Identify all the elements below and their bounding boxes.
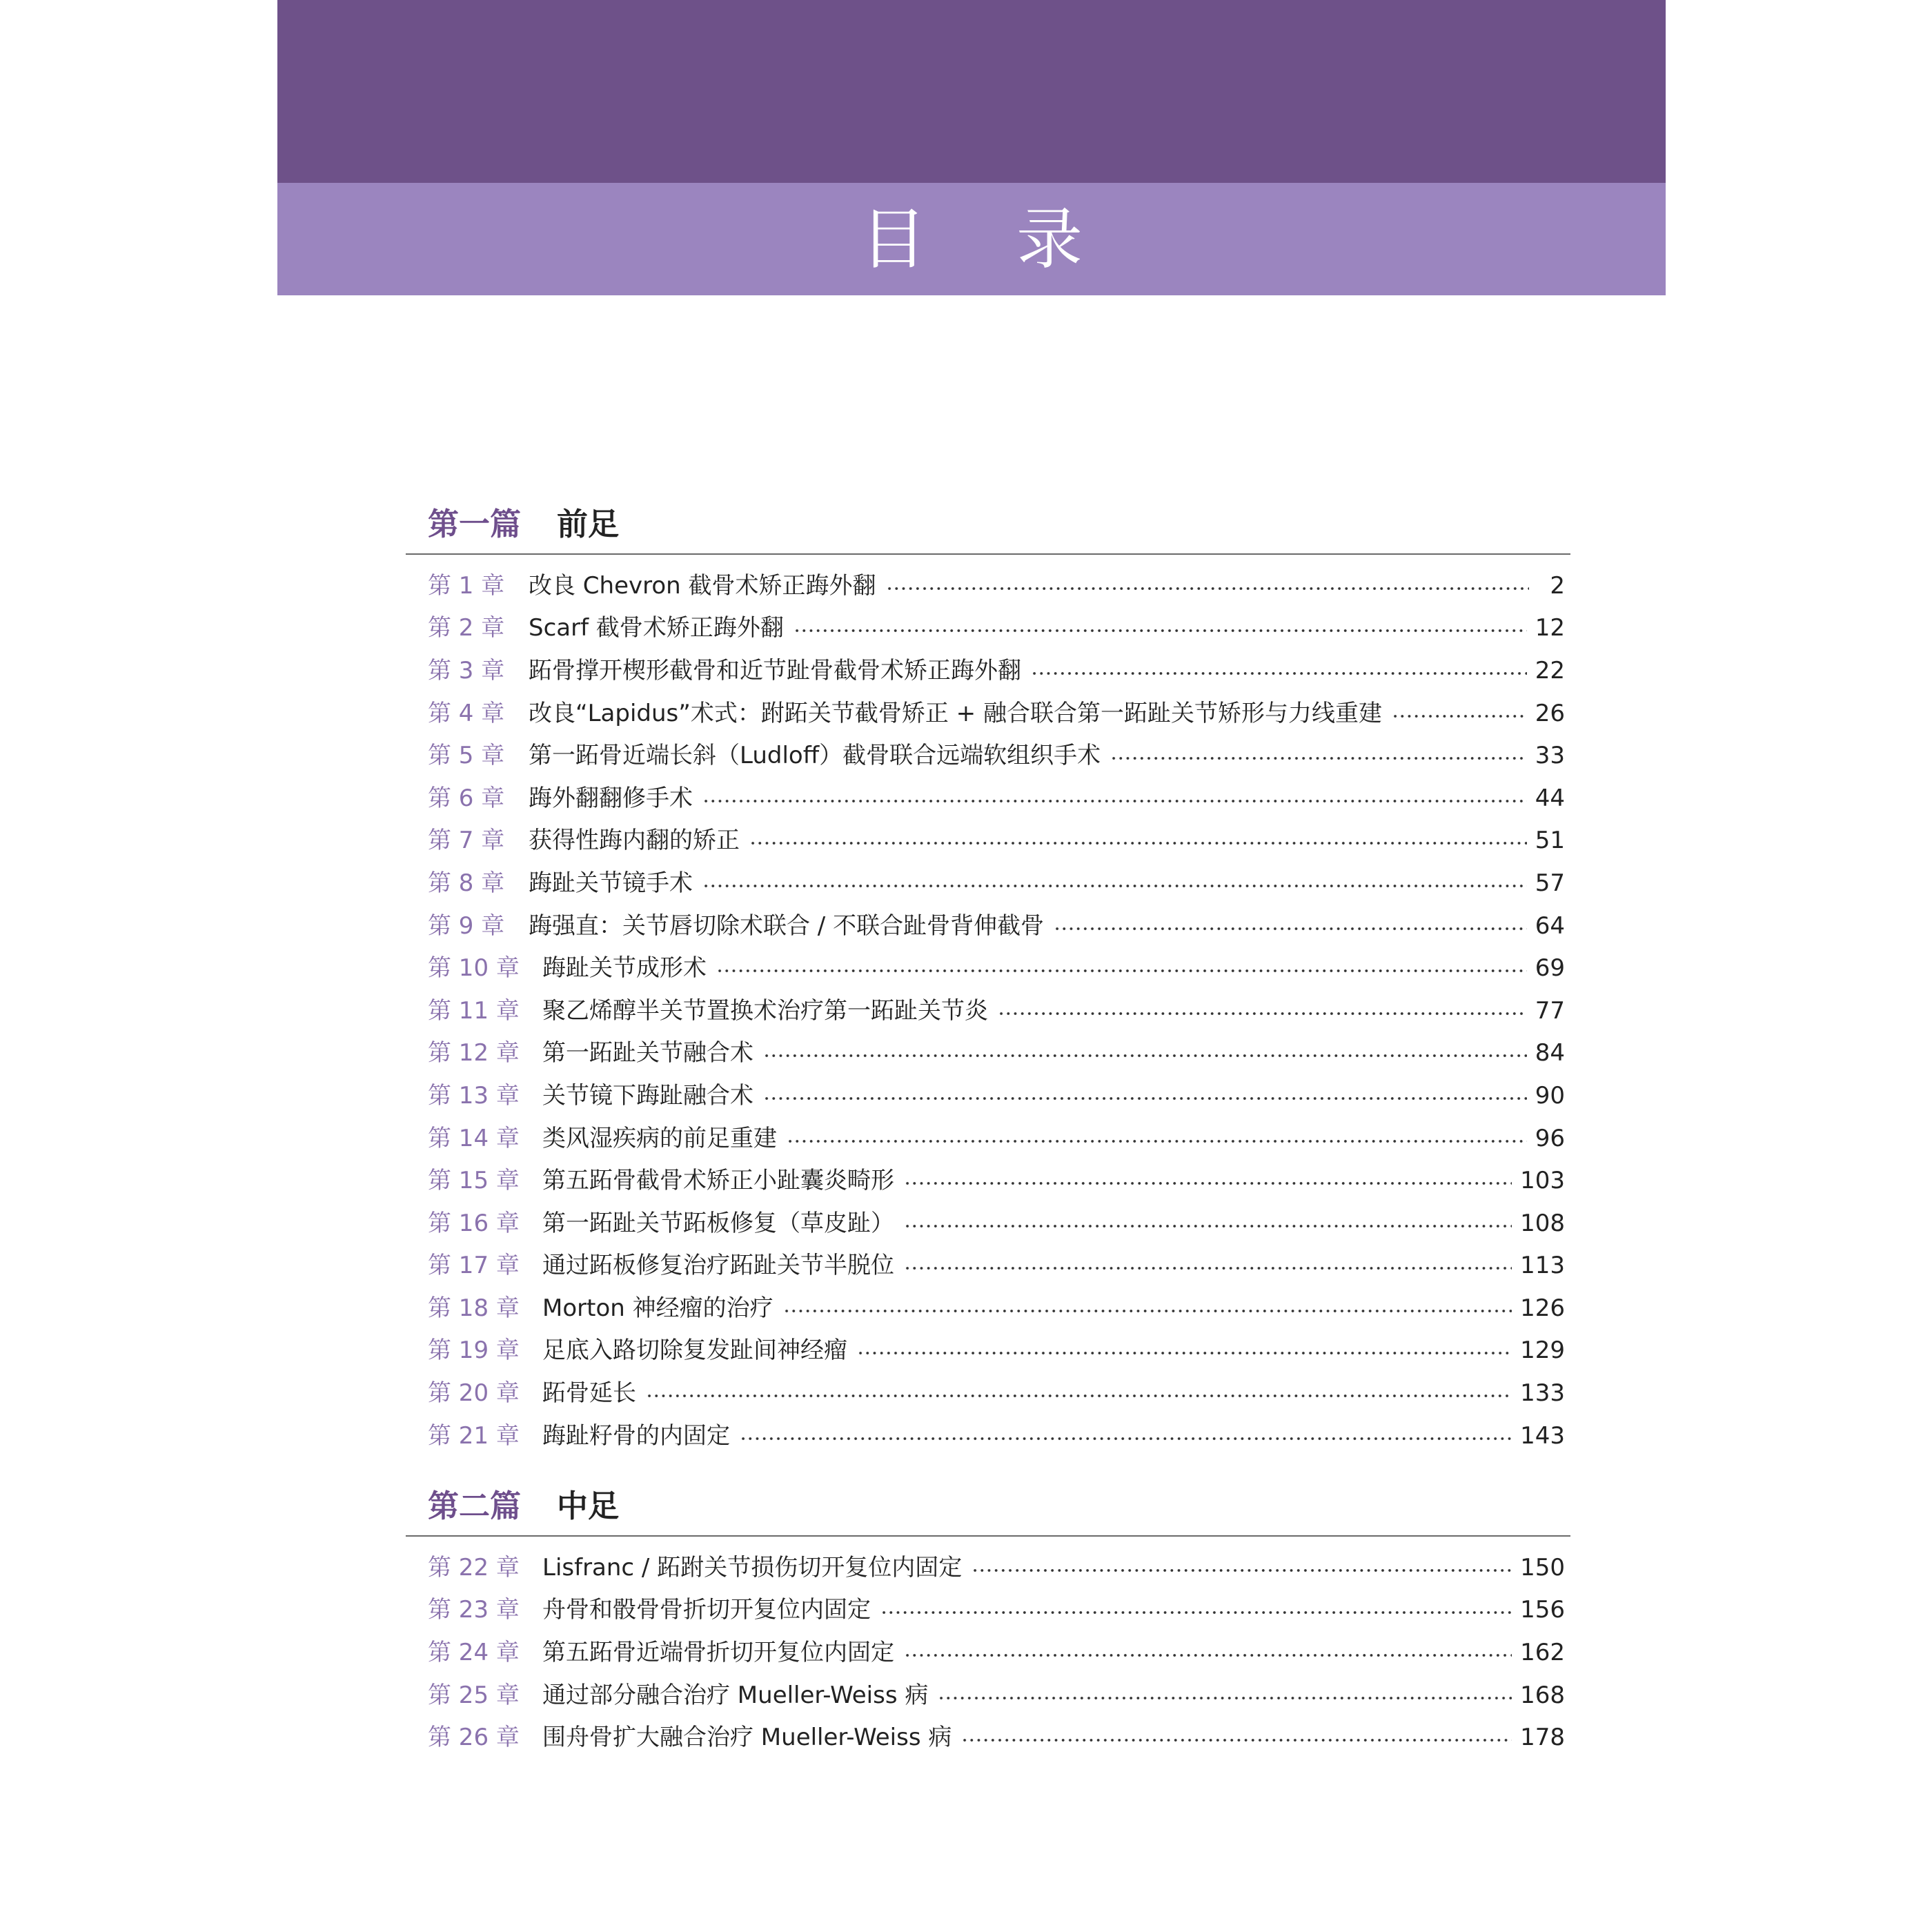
chapter-title: 聚乙烯醇半关节置换术治疗第一跖趾关节炎 [542, 996, 988, 1025]
toc-entry[interactable] [406, 564, 1570, 607]
chapter-number: 第 11 章 [428, 996, 520, 1025]
chapter-title: 第五跖骨近端骨折切开复位内固定 [542, 1638, 894, 1666]
chapter-number: 第 7 章 [428, 827, 505, 855]
page-number: 26 [1535, 699, 1565, 727]
chapter-title: 踇趾关节成形术 [542, 954, 707, 983]
toc-entry[interactable] [406, 1330, 1570, 1372]
chapter-title: 改良 Chevron 截骨术矫正踇外翻 [529, 571, 876, 600]
toc-entry[interactable] [406, 607, 1570, 650]
page-number: 113 [1520, 1252, 1565, 1280]
page-title-char-2: 录 [1016, 200, 1083, 278]
chapter-number: 第 6 章 [428, 784, 505, 812]
chapter-title: 跖骨延长 [542, 1379, 636, 1408]
chapter-title: 第一跖趾关节跖板修复（草皮趾） [542, 1209, 894, 1237]
page-number: 44 [1535, 784, 1565, 812]
chapter-title: 第一跖骨近端长斜（Ludloff）截骨联合远端软组织手术 [529, 742, 1101, 770]
toc-entry[interactable] [406, 1674, 1570, 1717]
chapter-title: Scarf 截骨术矫正踇外翻 [529, 614, 784, 642]
page-number: 129 [1520, 1337, 1565, 1365]
chapter-title: 围舟骨扩大融合治疗 Mueller-Weiss 病 [542, 1724, 952, 1752]
toc-entry[interactable] [406, 1414, 1570, 1457]
chapter-title: Morton 神经瘤的治疗 [542, 1294, 773, 1322]
chapter-number: 第 20 章 [428, 1379, 520, 1408]
page-number: 84 [1535, 1039, 1565, 1067]
toc-entry[interactable] [406, 1245, 1570, 1288]
page-title-char-1: 目 [860, 200, 927, 278]
chapter-number: 第 19 章 [428, 1337, 520, 1365]
toc-entry[interactable] [406, 1716, 1570, 1759]
chapter-number: 第 9 章 [428, 911, 505, 940]
toc-entry[interactable] [406, 777, 1570, 820]
dot-leader [646, 1394, 1512, 1398]
chapter-title: 踇趾关节镜手术 [529, 869, 693, 897]
dot-leader [702, 799, 1527, 803]
chapter-title: 踇趾籽骨的内固定 [542, 1421, 730, 1450]
page-number: 150 [1520, 1553, 1565, 1581]
chapter-number: 第 14 章 [428, 1124, 520, 1152]
chapter-title: 第五跖骨截骨术矫正小趾囊炎畸形 [542, 1167, 894, 1195]
page-number: 178 [1520, 1724, 1565, 1752]
page-number: 168 [1520, 1681, 1565, 1709]
chapter-number: 第 1 章 [428, 571, 505, 600]
chapter-number: 第 23 章 [428, 1596, 520, 1624]
page-number: 22 [1535, 656, 1565, 684]
part-section-forefoot [406, 495, 1570, 1457]
toc-entry[interactable] [406, 1117, 1570, 1160]
page-number: 12 [1535, 614, 1565, 642]
chapter-title: 第一跖趾关节融合术 [542, 1039, 753, 1067]
chapter-list [406, 564, 1570, 1457]
header-banner-title [277, 183, 1666, 295]
page-number: 64 [1535, 911, 1565, 940]
chapter-title: 跖骨撑开楔形截骨和近节趾骨截骨术矫正踇外翻 [529, 656, 1021, 684]
dot-leader [1031, 671, 1527, 676]
dot-leader [972, 1568, 1512, 1573]
chapter-number: 第 3 章 [428, 656, 505, 684]
part-title: 中足 [557, 1488, 620, 1524]
toc-entry[interactable] [406, 905, 1570, 947]
chapter-number: 第 8 章 [428, 869, 505, 897]
part-heading [406, 495, 1570, 555]
toc-entry[interactable] [406, 947, 1570, 989]
dot-leader [1054, 927, 1527, 931]
toc-entry[interactable] [406, 1589, 1570, 1632]
dot-leader [763, 1054, 1527, 1058]
chapter-number: 第 17 章 [428, 1252, 520, 1280]
toc-page [277, 0, 1666, 1932]
dot-leader [716, 969, 1527, 973]
dot-leader [793, 629, 1527, 633]
dot-leader [904, 1266, 1512, 1270]
chapter-number: 第 12 章 [428, 1039, 520, 1067]
toc-entry[interactable] [406, 734, 1570, 777]
dot-leader [904, 1224, 1512, 1228]
page-number: 162 [1520, 1638, 1565, 1666]
chapter-title: Lisfranc / 跖跗关节损伤切开复位内固定 [542, 1553, 963, 1581]
toc-entry[interactable] [406, 820, 1570, 862]
chapter-title: 足底入路切除复发趾间神经瘤 [542, 1337, 847, 1365]
chapter-title: 类风湿疾病的前足重建 [542, 1124, 777, 1152]
chapter-title: 关节镜下踇趾融合术 [542, 1081, 753, 1110]
dot-leader [783, 1309, 1512, 1313]
toc-entry[interactable] [406, 692, 1570, 735]
toc-entry[interactable] [406, 1032, 1570, 1075]
toc-entry[interactable] [406, 862, 1570, 905]
dot-leader [938, 1696, 1512, 1700]
chapter-title: 通过部分融合治疗 Mueller-Weiss 病 [542, 1681, 929, 1709]
chapter-number: 第 22 章 [428, 1553, 520, 1581]
chapter-number: 第 24 章 [428, 1638, 520, 1666]
toc-entry[interactable] [406, 1287, 1570, 1330]
dot-leader [857, 1351, 1512, 1355]
part-number: 第二篇 [428, 1488, 522, 1524]
toc-entry[interactable] [406, 1372, 1570, 1414]
toc-entry[interactable] [406, 1074, 1570, 1117]
chapter-number: 第 21 章 [428, 1421, 520, 1450]
toc-entry[interactable] [406, 1202, 1570, 1245]
chapter-number: 第 18 章 [428, 1294, 520, 1322]
toc-entry[interactable] [406, 1546, 1570, 1589]
toc-entry[interactable] [406, 649, 1570, 692]
dot-leader [880, 1610, 1512, 1615]
part-section-midfoot [406, 1477, 1570, 1759]
chapter-number: 第 25 章 [428, 1681, 520, 1709]
chapter-title: 踇强直：关节唇切除术联合 / 不联合趾骨背伸截骨 [529, 911, 1045, 940]
toc-entry[interactable] [406, 989, 1570, 1032]
chapter-number: 第 16 章 [428, 1209, 520, 1237]
part-title: 前足 [557, 506, 620, 542]
page-number: 133 [1520, 1379, 1565, 1408]
chapter-title: 舟骨和骰骨骨折切开复位内固定 [542, 1596, 871, 1624]
dot-leader [1110, 756, 1527, 760]
chapter-title: 获得性踇内翻的矫正 [529, 827, 740, 855]
header-banner-dark [277, 0, 1666, 183]
page-number: 156 [1520, 1596, 1565, 1624]
chapter-title: 改良“Lapidus”术式：跗跖关节截骨矫正 + 融合联合第一跖趾关节矫形与力线重建 [529, 699, 1382, 727]
dot-leader [904, 1653, 1512, 1657]
chapter-number: 第 10 章 [428, 954, 520, 983]
part-heading [406, 1477, 1570, 1537]
dot-leader [904, 1181, 1512, 1185]
dot-leader [1392, 714, 1527, 718]
dot-leader [749, 841, 1527, 845]
chapter-number: 第 15 章 [428, 1167, 520, 1195]
chapter-number: 第 2 章 [428, 614, 505, 642]
page-number: 90 [1535, 1081, 1565, 1110]
page-number: 33 [1535, 742, 1565, 770]
page-number: 2 [1550, 571, 1565, 600]
chapter-title: 踇外翻翻修手术 [529, 784, 693, 812]
page-number: 143 [1520, 1421, 1565, 1450]
page-number: 77 [1535, 996, 1565, 1025]
page-number: 69 [1535, 954, 1565, 983]
chapter-number: 第 4 章 [428, 699, 505, 727]
dot-leader [763, 1096, 1527, 1101]
page-number: 103 [1520, 1167, 1565, 1195]
chapter-title: 通过跖板修复治疗跖趾关节半脱位 [542, 1252, 894, 1280]
part-number: 第一篇 [428, 506, 522, 542]
page-number: 57 [1535, 869, 1565, 897]
chapter-number: 第 13 章 [428, 1081, 520, 1110]
chapter-list [406, 1546, 1570, 1759]
dot-leader [787, 1139, 1527, 1143]
dot-leader [886, 586, 1529, 591]
page-number: 51 [1535, 827, 1565, 855]
dot-leader [740, 1437, 1512, 1441]
toc-entry[interactable] [406, 1631, 1570, 1674]
dot-leader [702, 884, 1527, 888]
dot-leader [961, 1738, 1512, 1742]
toc-entry[interactable] [406, 1159, 1570, 1202]
chapter-number: 第 5 章 [428, 742, 505, 770]
page-number: 96 [1535, 1124, 1565, 1152]
page-number: 108 [1520, 1209, 1565, 1237]
dot-leader [998, 1012, 1527, 1016]
chapter-number: 第 26 章 [428, 1724, 520, 1752]
page-number: 126 [1520, 1294, 1565, 1322]
